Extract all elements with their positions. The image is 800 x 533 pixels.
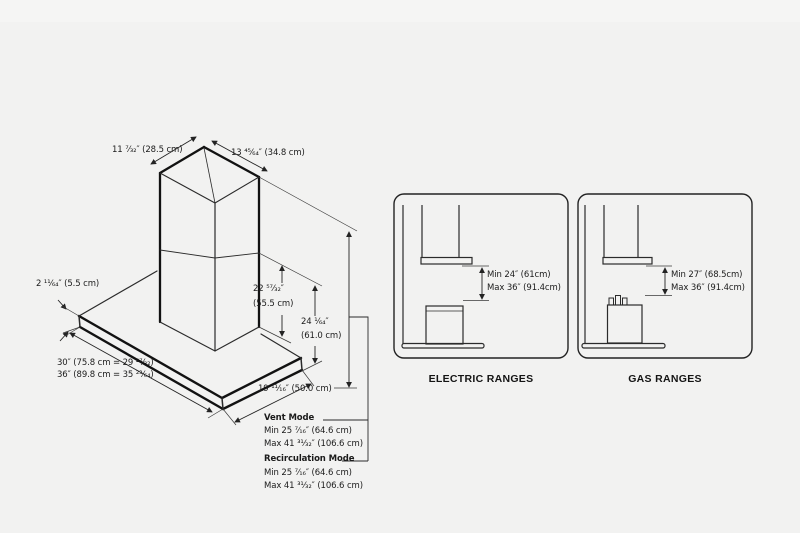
- dim-depth-label: 19 ¹¹⁄₁₆″ (50.0 cm): [258, 384, 332, 394]
- dim-top-width-label: 11 ⁷⁄₃₂″ (28.5 cm): [112, 145, 183, 155]
- electric-max-clearance: Max 36″ (91.4cm): [487, 283, 561, 293]
- gas-max-clearance: Max 36″ (91.4cm): [671, 283, 745, 293]
- recirculation-mode-min: Min 25 ⁷⁄₁₆″ (64.6 cm): [264, 468, 352, 478]
- dim-top-depth-label: 13 ⁴⁵⁄₆₄″ (34.8 cm): [231, 148, 305, 158]
- dim-total-height-cm: (61.0 cm): [301, 331, 342, 341]
- vent-mode-title: Vent Mode: [264, 413, 315, 423]
- dim-chimney-height-cm: (55.5 cm): [253, 299, 294, 309]
- gas-min-clearance: Min 27″ (68.5cm): [671, 270, 743, 280]
- dim-base-thickness-label: 2 ¹¹⁄₆₄″ (5.5 cm): [36, 279, 100, 289]
- electric-ranges-caption: ELECTRIC RANGES: [428, 373, 534, 385]
- vent-mode-max: Max 41 ³¹⁄₃₂″ (106.6 cm): [264, 439, 363, 449]
- dim-chimney-height-inches: 22 ⁵⁷⁄₃₂″: [253, 284, 284, 294]
- recirculation-mode-title: Recirculation Mode: [264, 454, 355, 464]
- recirculation-mode-max: Max 41 ³¹⁄₃₂″ (106.6 cm): [264, 481, 363, 491]
- dim-width-30-label: 30″ (75.8 cm = 29 ²⁷⁄₃₂): [57, 358, 154, 368]
- vent-mode-min: Min 25 ⁷⁄₁₆″ (64.6 cm): [264, 426, 352, 436]
- gas-ranges-caption: GAS RANGES: [628, 373, 702, 385]
- dim-total-height-inches: 24 ¹⁄₆₄″: [301, 317, 329, 327]
- electric-min-clearance: Min 24″ (61cm): [487, 270, 551, 280]
- dim-width-36-label: 36″ (89.8 cm = 35 ²³⁄₆₄): [57, 370, 154, 380]
